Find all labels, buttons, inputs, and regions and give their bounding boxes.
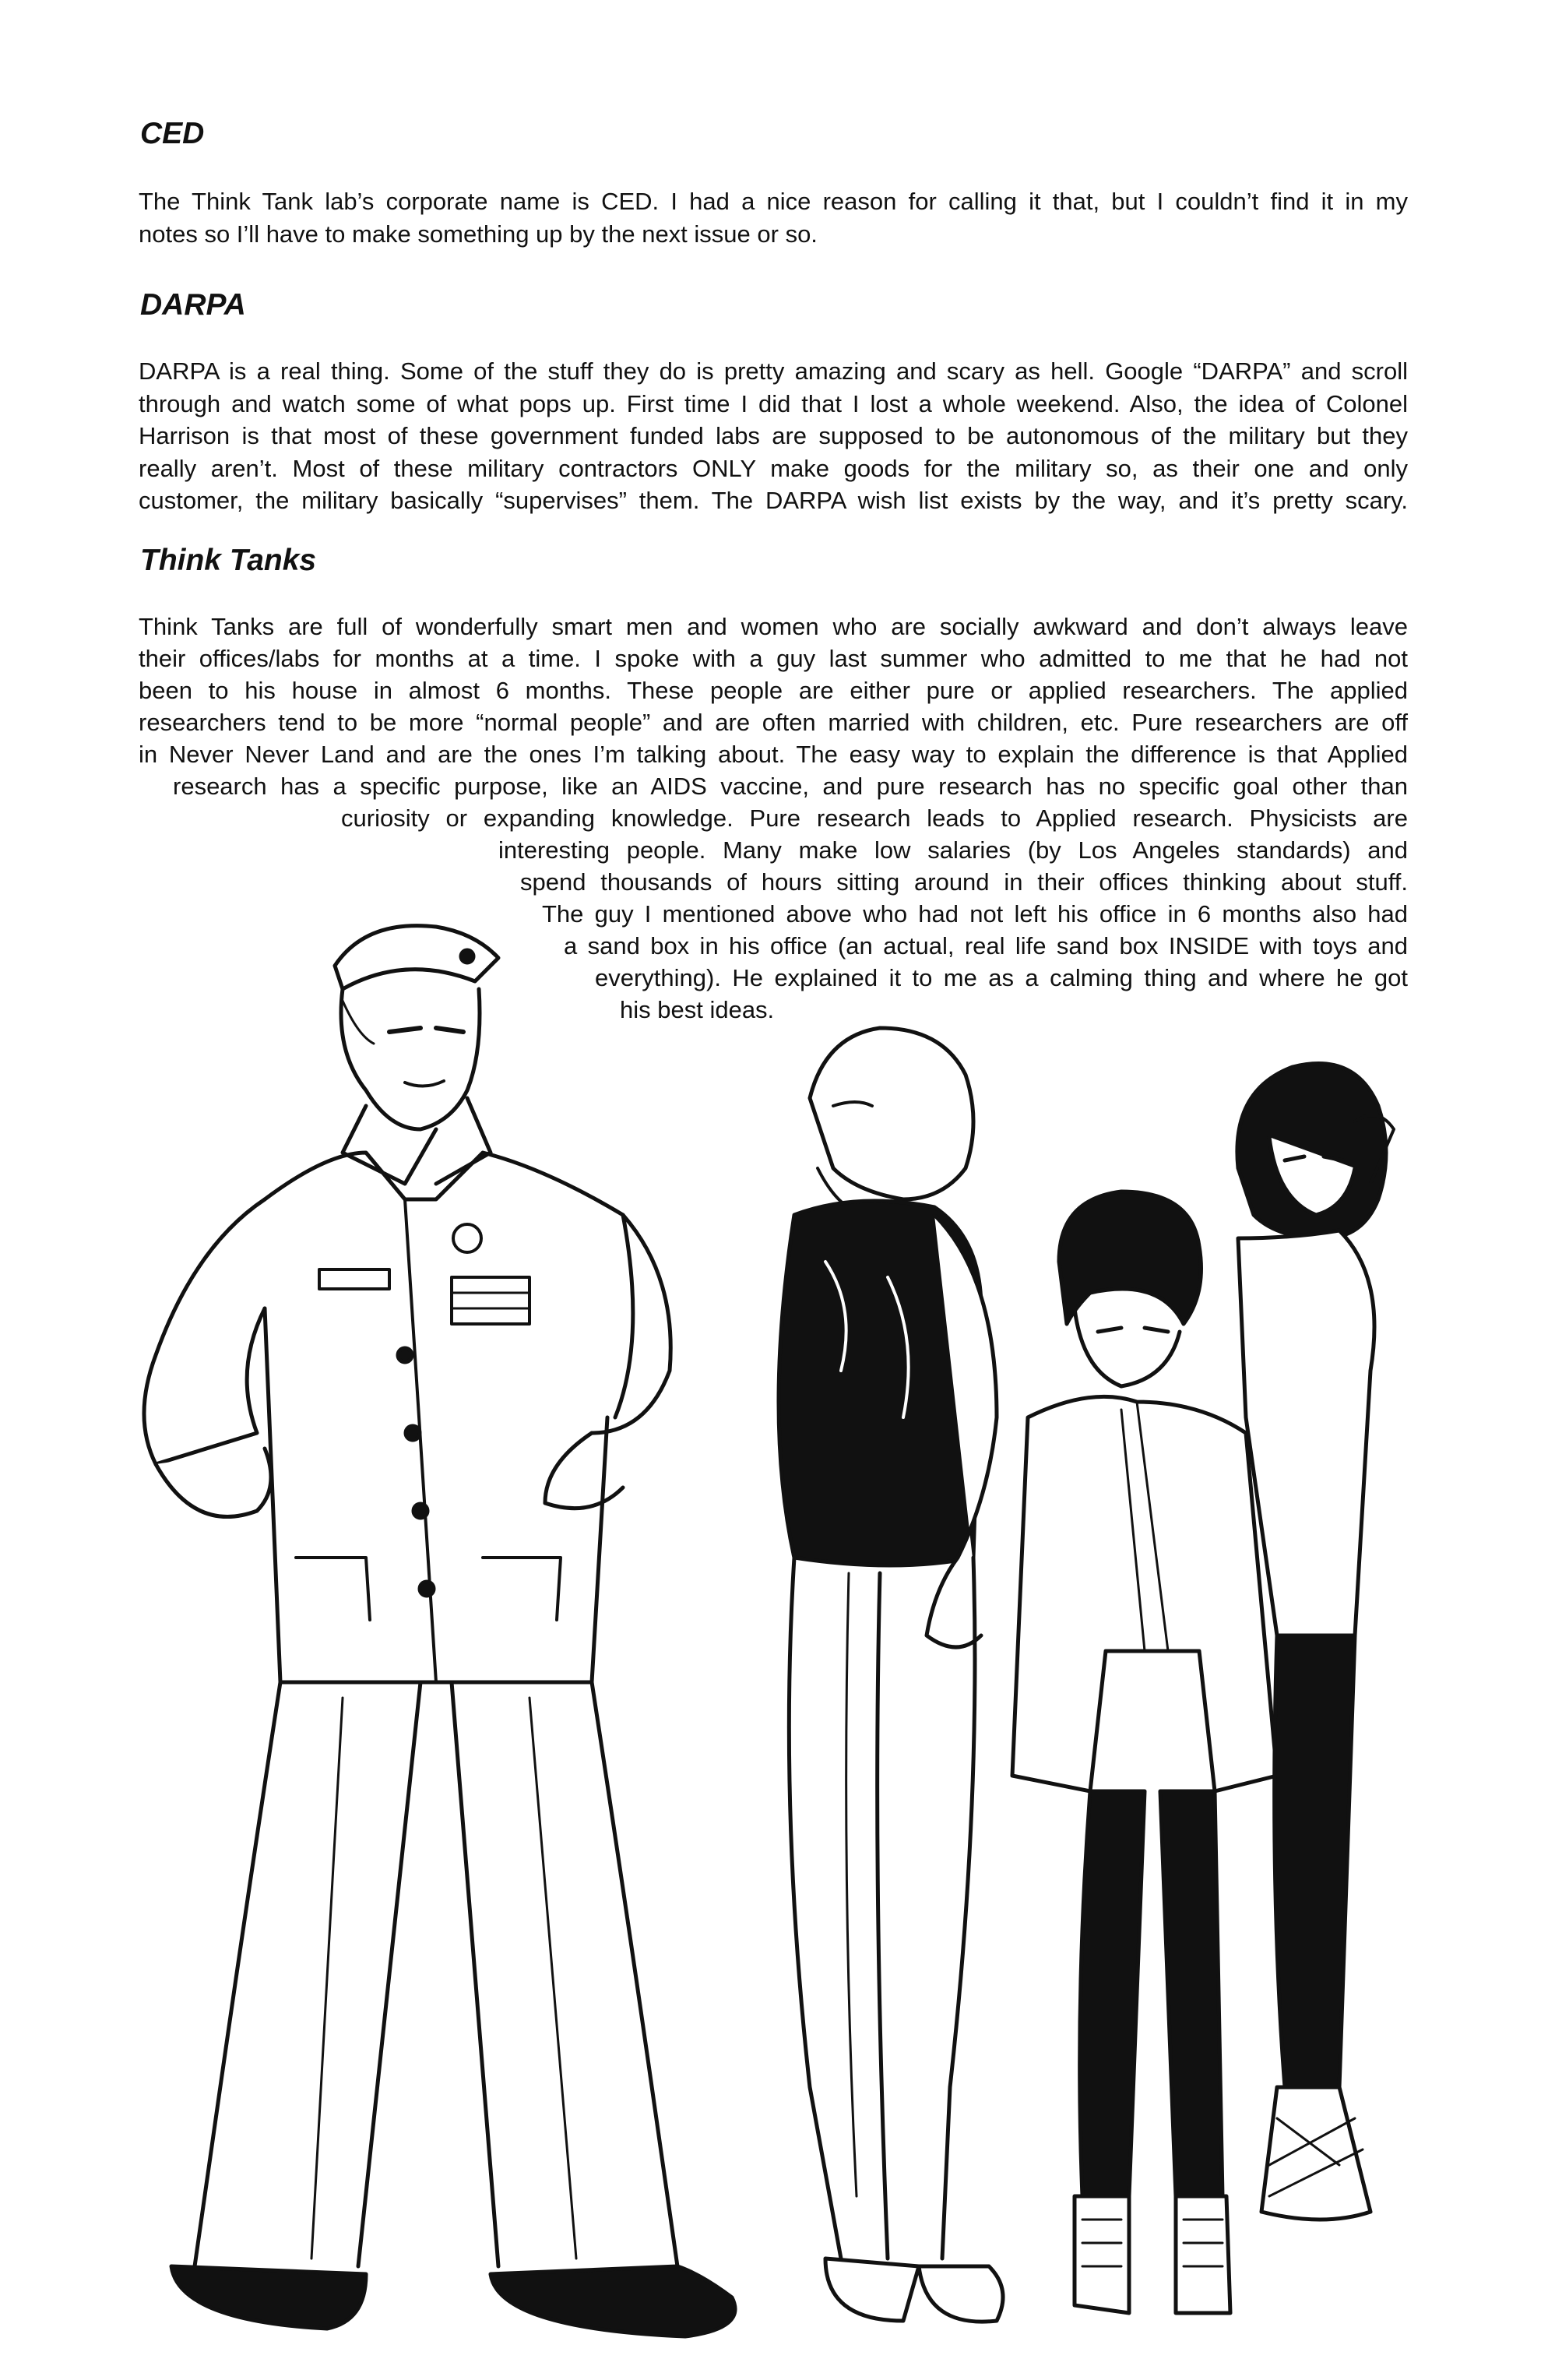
military-officer-figure (144, 926, 735, 2336)
text-line: The guy I mentioned above who had not left his office in 6 months also had (542, 900, 1408, 928)
text-line: researchers tend to be more “normal people” and are often married with children, etc. Pure researchers are off (139, 709, 1408, 736)
text-line: in Never Never Land and are the ones I’m talking about. The easy way to explain the difference is that Applied (139, 741, 1408, 768)
text-line: everything). He explained it to me as a calming thing and where he got (595, 964, 1408, 991)
text-line: their offices/labs for months at a time. I spoke with a guy last summer who admitted to me that he had not (139, 645, 1408, 672)
text-line: through and watch some of what pops up. First time I did that I lost a whole weekend. Also, the idea of Colonel (139, 389, 1408, 417)
text-line: Think Tanks are full of wonderfully smart men and women who are socially awkward and don’t always leave (139, 613, 1408, 640)
paragraph-darpa (139, 355, 1408, 517)
text-line: a sand box in his office (an actual, real life sand box INSIDE with toys and (564, 932, 1408, 959)
text-line: The Think Tank lab’s corporate name is CED. I had a nice reason for calling it that, but I couldn’t find it in my (139, 188, 1408, 215)
text-line: notes so I’ll have to make something up by the next issue or so. (139, 220, 818, 248)
text-line: interesting people. Many make low salaries (by Los Angeles standards) and (498, 836, 1408, 864)
text-line: really aren’t. Most of these military contractors ONLY make goods for the military so, as their one and only (139, 454, 1408, 482)
heading-ced: CED (140, 117, 205, 150)
text-line: been to his house in almost 6 months. These people are either pure or applied researchers. The applied (139, 677, 1408, 704)
text-line: customer, the military basically “supervises” them. The DARPA wish list exists by the way, and it’s pretty scary. (139, 487, 1408, 514)
heading-think-tanks: Think Tanks (140, 544, 317, 577)
text-line: curiosity or expanding knowledge. Pure research leads to Applied research. Physicists are (341, 804, 1408, 832)
text-line: DARPA is a real thing. Some of the stuff they do is pretty amazing and scary as hell. Google “DARPA” and scroll (139, 357, 1408, 385)
text-line: spend thousands of hours sitting around in their offices thinking about stuff. (520, 868, 1408, 896)
short-haired-researcher-figure (1012, 1192, 1277, 2313)
hooded-researcher-figure (779, 1028, 1003, 2322)
paragraph-ced (139, 185, 1408, 250)
heading-darpa: DARPA (140, 288, 246, 322)
text-line: his best ideas. (620, 996, 775, 1023)
character-illustration (0, 872, 1548, 2380)
text-line: research has a specific purpose, like an AIDS vaccine, and pure research has no specific goal other than (173, 773, 1408, 800)
text-line: Harrison is that most of these government funded labs are supposed to be autonomous of the military but they (139, 422, 1408, 449)
